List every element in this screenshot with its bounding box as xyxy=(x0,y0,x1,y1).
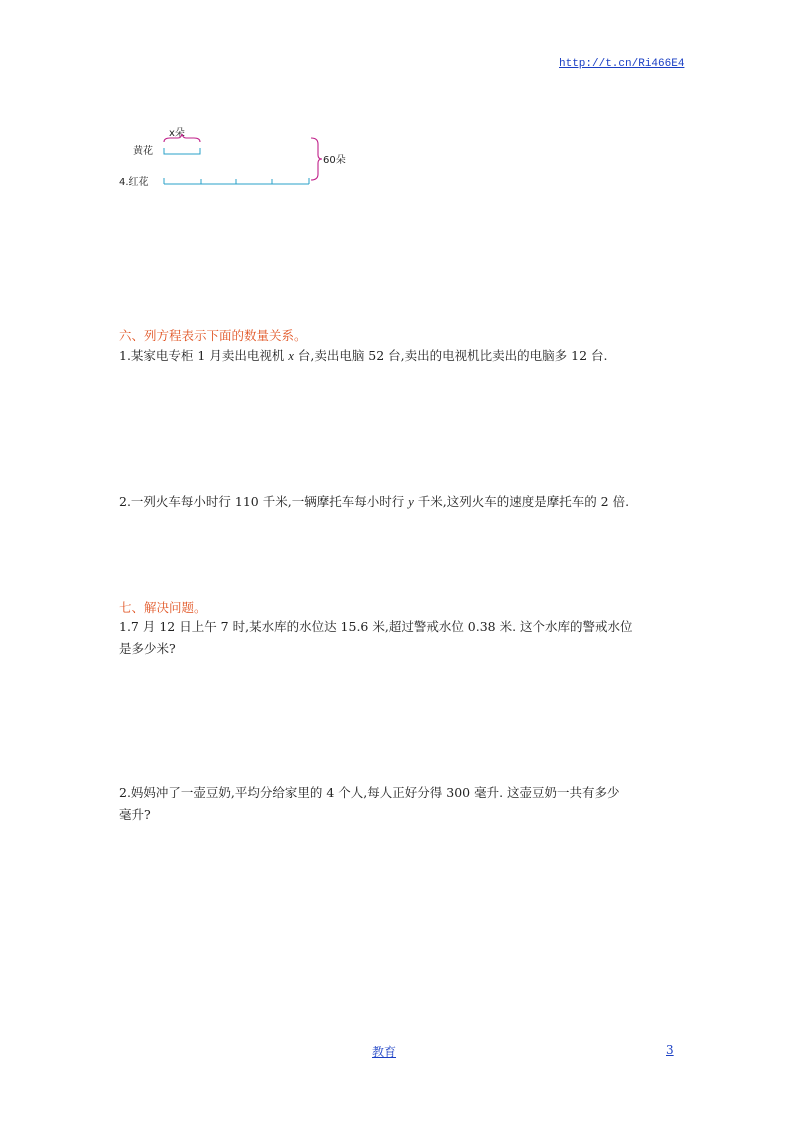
section6-question2 xyxy=(119,491,629,513)
question-text: 台,卖出电脑 52 台,卖出的电视机比卖出的电脑多 12 台. xyxy=(293,348,608,363)
section7-question2 xyxy=(119,782,620,826)
question-text: 1.某家电专柜 1 月卖出电视机 xyxy=(119,348,289,363)
section7-title: 七、解决问题。 xyxy=(119,600,207,615)
question-text: 2.一列火车每小时行 110 千米,一辆摩托车每小时行 xyxy=(119,494,409,509)
question-line: 2.妈妈冲了一壶豆奶,平均分给家里的 4 个人,每人正好分得 300 毫升. 这壶豆奶一共有多少 xyxy=(119,785,620,800)
question-text: 千米,这列火车的速度是摩托车的 2 倍. xyxy=(413,494,630,509)
variable-x: x xyxy=(288,349,294,363)
total-brace xyxy=(311,138,322,180)
question-line: 是多少米? xyxy=(119,641,176,656)
total-label: 60朵 xyxy=(323,155,346,166)
question-line: 毫升? xyxy=(119,807,151,822)
section6-title: 六、列方程表示下面的数量关系。 xyxy=(119,328,307,343)
variable-y: y xyxy=(408,495,414,509)
header-url-link[interactable]: http://t.cn/Ri466E4 xyxy=(559,58,685,70)
yellow-flower-label: 黄花 xyxy=(133,146,153,157)
section7-question1 xyxy=(119,616,633,660)
section6-question1 xyxy=(119,345,607,367)
line-segment-diagram xyxy=(110,122,370,194)
question-line: 1.7 月 12 日上午 7 时,某水库的水位达 15.6 米,超过警戒水位 0.38 米. 这个水库的警戒水位 xyxy=(119,619,633,634)
red-flower-label: 4.红花 xyxy=(119,177,149,188)
footer-link[interactable]: 教育 xyxy=(372,1045,397,1059)
yellow-segment xyxy=(164,148,200,154)
x-label: x朵 xyxy=(169,128,185,139)
page-number: 3 xyxy=(666,1043,674,1057)
